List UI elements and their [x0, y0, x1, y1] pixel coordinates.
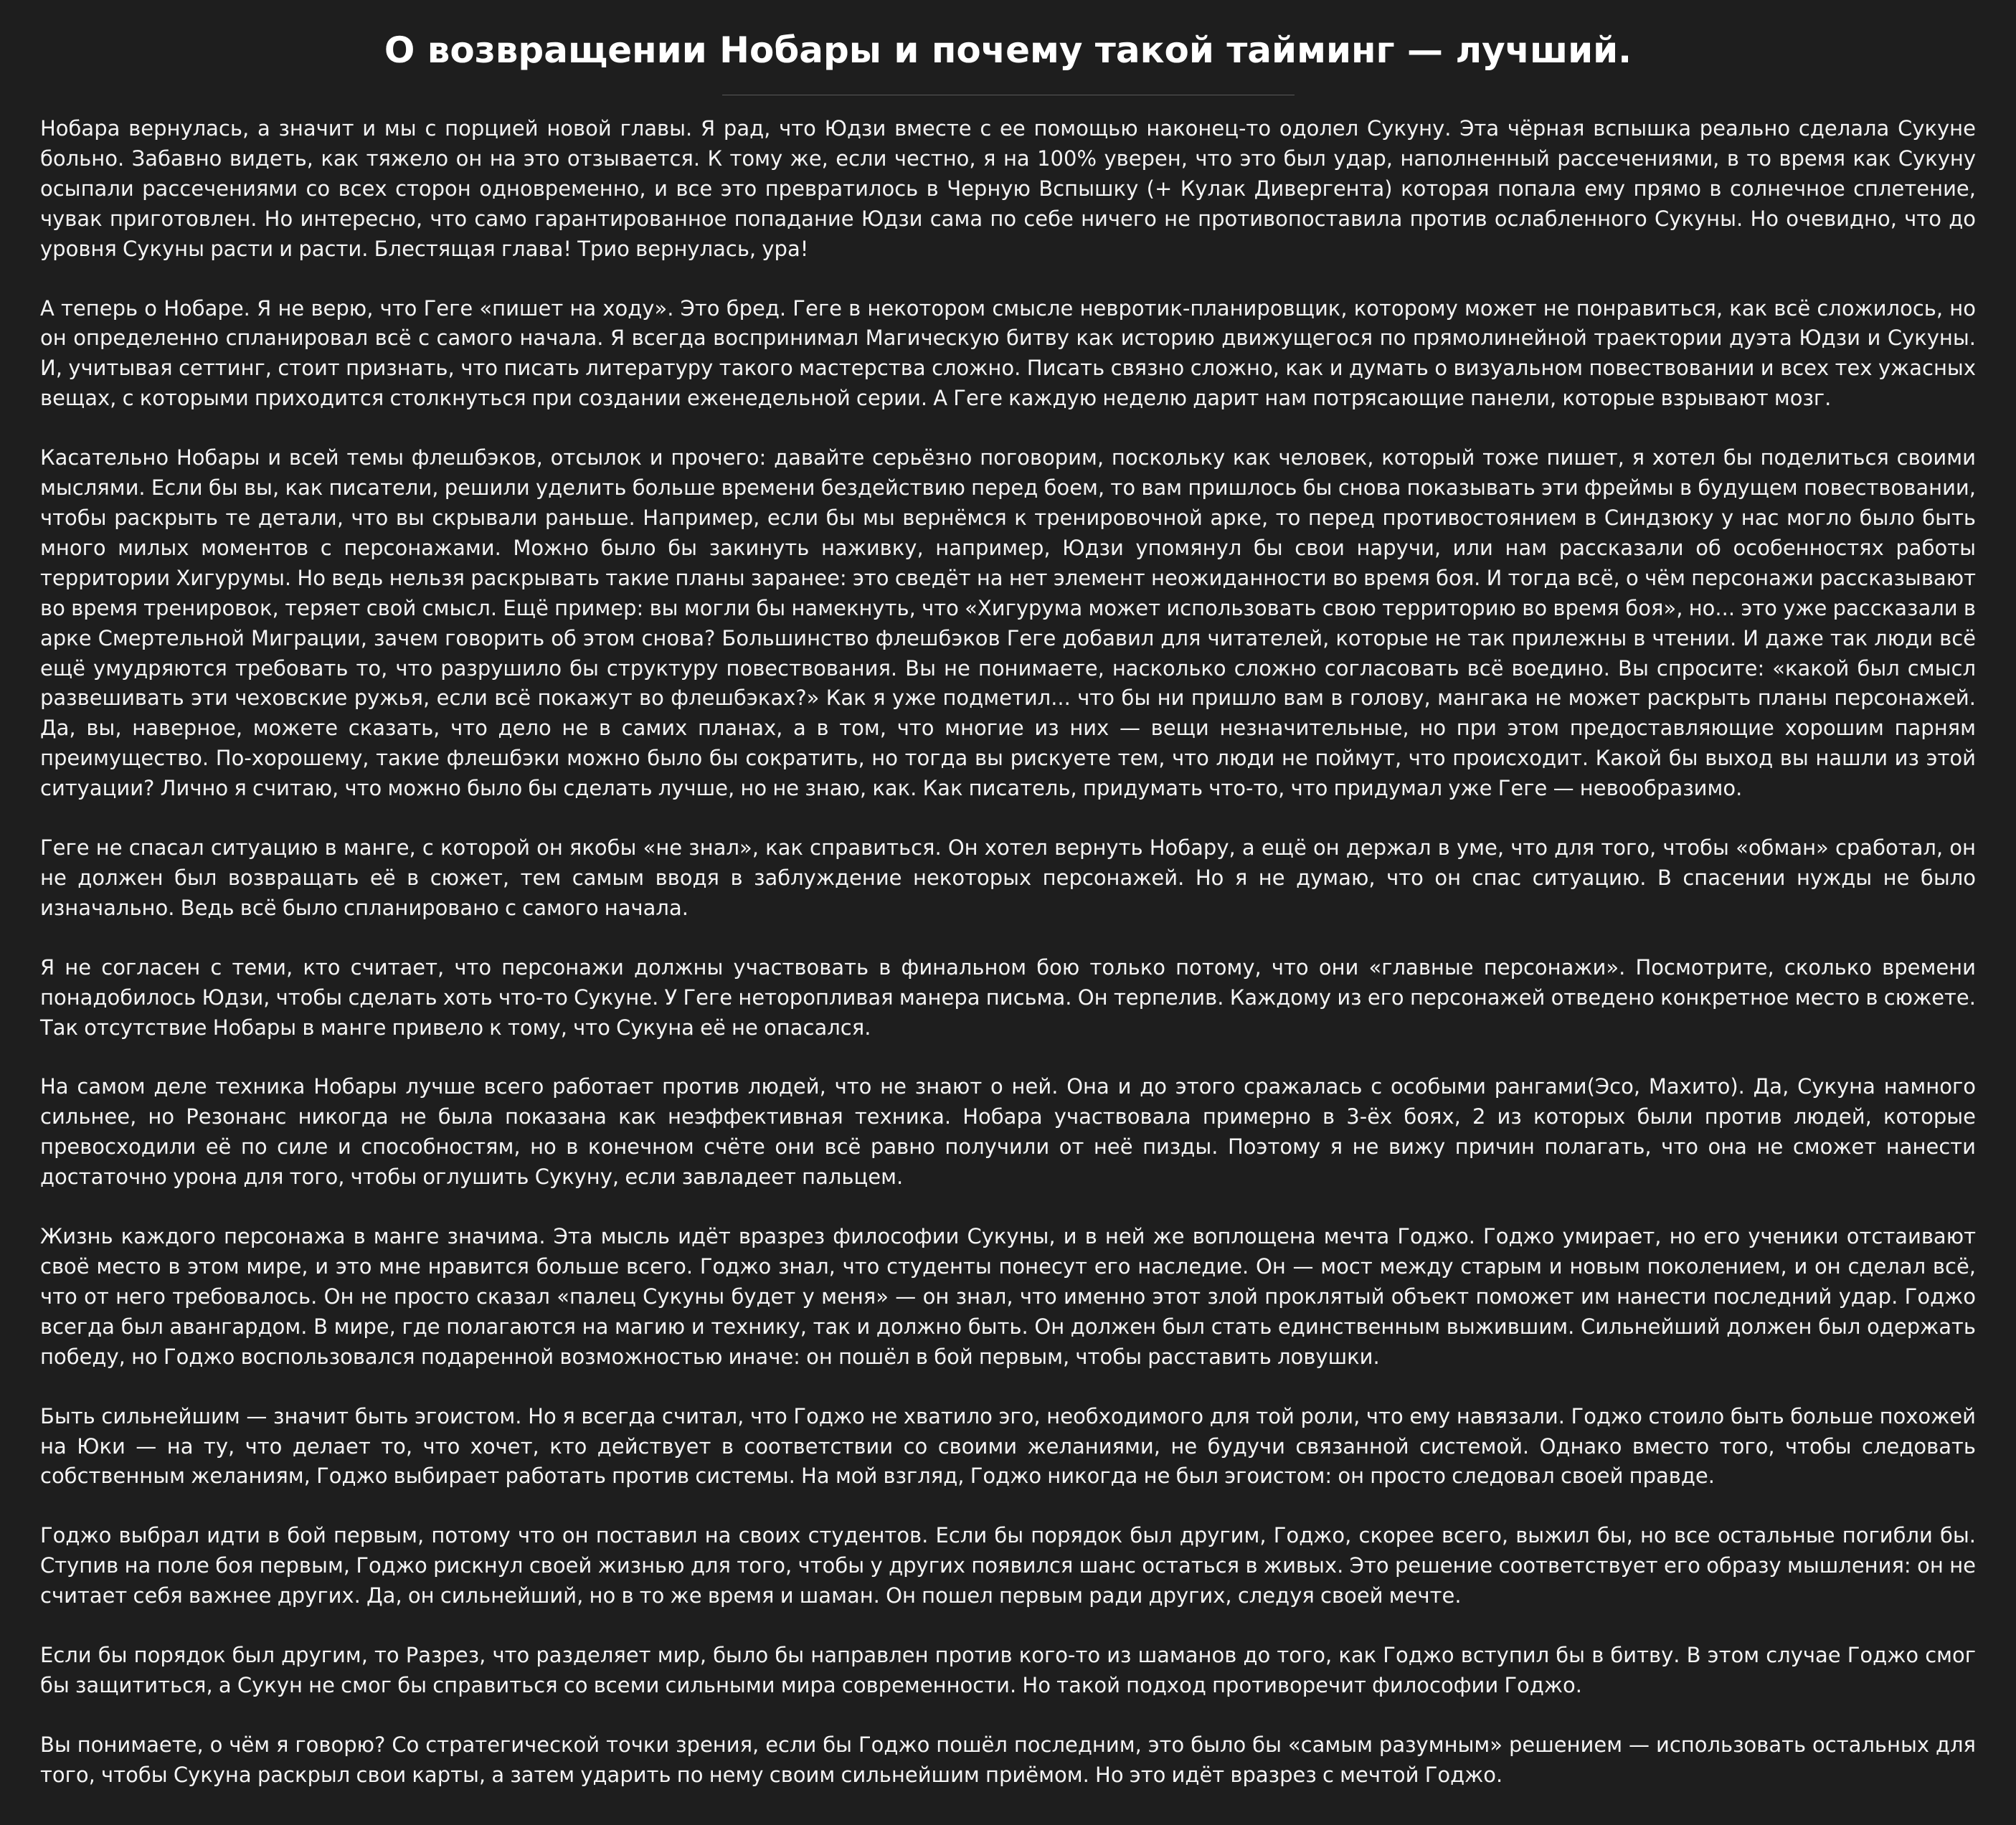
article-paragraph: А теперь о Нобаре. Я не верю, что Геге «пишет на ходу». Это бред. Геге в некотором смысле невротик-планировщик, которому может не понравиться, как всё сложилось, но он определенно спланировал всё с самого начала. Я всегда воспринимал Магическую битву как историю движущегося по прямолинейной траектории дуэта Юдзи и Сукуны. И, учитывая сеттинг, стоит признать, что писать литературу такого мастерства сложно. Писать связно сложно, как и думать о визуальном повествовании и всех тех ужасных вещах, с которыми приходится столкнуться при создании еженедельной серии. А Геге каждую неделю дарит нам потрясающие панели, которые взрывают мозг.	[40, 295, 1976, 411]
article-paragraph: Геге не спасал ситуацию в манге, с которой он якобы «не знал», как справиться. Он хотел вернуть Нобару, а ещё он держал в уме, что для того, чтобы «обман» сработал, он не должен был возвращать её в сюжет, тем самым вводя в заблуждение некоторых персонажей. Но я не думаю, что он спас ситуацию. В спасении нужды не было изначально. Ведь всё было спланировано с самого начала.	[40, 835, 1976, 920]
article-paragraph: Если бы порядок был другим, то Разрез, что разделяет мир, было бы направлен против кого-то из шаманов до того, как Годжо вступил бы в битву. В этом случае Годжо смог бы защититься, а Сукун не смог бы справиться со всеми сильными мира современности. Но такой подход противоречит философии Годжо.	[40, 1643, 1976, 1697]
article-body	[40, 114, 1976, 1791]
article-paragraph: На самом деле техника Нобары лучше всего работает против людей, что не знают о ней. Она и до этого сражалась с особыми рангами(Эсо, Махито). Да, Сукуна намного сильнее, но Резонанс никогда не была показана как неэффективная техника. Нобара участвовала примерно в 3-ёх боях, 2 из которых были против людей, которые превосходили её по силе и способностям, но в конечном счёте они всё равно получили от неё пизды. Поэтому я не вижу причин полагать, что она не сможет нанести достаточно урона для того, чтобы оглушить Сукуну, если завладеет пальцем.	[40, 1074, 1976, 1190]
article-paragraph: Нобара вернулась, а значит и мы с порцией новой главы. Я рад, что Юдзи вместе с ее помощью наконец-то одолел Сукуну. Эта чёрная вспышка реально сделала Сукуне больно. Забавно видеть, как тяжело он на это отзывается. К тому же, если честно, я на 100% уверен, что это был удар, наполненный рассечениями, в то время как Сукуну осыпали рассечениями со всех сторон одновременно, и все это превратилось в Черную Вспышку (+ Кулак Дивергента) которая попала ему прямо в солнечное сплетение, чувак приготовлен. Но интересно, что само гарантированное попадание Юдзи сама по себе ничего не противопоставила против ослабленного Сукуны. Но очевидно, что до уровня Сукуны расти и расти. Блестящая глава! Трио вернулась, ура!	[40, 116, 1976, 261]
article-paragraph: Вы понимаете, о чём я говорю? Со стратегической точки зрения, если бы Годжо пошёл последним, это было бы «самым разумным» решением — использовать остальных для того, чтобы Сукуна раскрыл свои карты, а затем ударить по нему своим сильнейшим приёмом. Но это идёт вразрез с мечтой Годжо.	[40, 1732, 1976, 1787]
article-paragraph: Касательно Нобары и всей темы флешбэков, отсылок и прочего: давайте серьёзно поговорим, поскольку как человек, который тоже пишет, я хотел бы поделиться своими мыслями. Если бы вы, как писатели, решили уделить больше времени бездействию перед боем, то вам пришлось бы снова показывать эти фреймы в будущем повествовании, чтобы раскрыть те детали, что вы скрывали раньше. Например, если бы мы вернёмся к тренировочной арке, то перед противостоянием в Синдзюку у нас могло было быть много милых моментов с персонажами. Можно было бы закинуть наживку, например, Юдзи упомянул бы свои наручи, или нам рассказали об особенностях работы территории Хигурумы. Но ведь нельзя раскрывать такие планы заранее: это сведёт на нет элемент неожиданности во время боя. И тогда всё, о чём персонажи рассказывают во время тренировок, теряет свой смысл. Ещё пример: вы могли бы намекнуть, что «Хигурума может использовать свою территорию во время боя», но... это уже рассказали в арке Смертельной Миграции, зачем говорить об этом снова? Большинство флешбэков Геге добавил для читателей, которые не так прилежны в чтении. И даже так люди всё ещё умудряются требовать то, что разрушило бы структуру повествования. Вы не понимаете, насколько сложно согласовать всё воедино. Вы спросите: «какой был смысл развешивать эти чеховские ружья, если всё покажут во флешбэках?» Как я уже подметил... что бы ни пришло вам в голову, мангака не может раскрыть планы персонажей. Да, вы, наверное, можете сказать, что дело не в самих планах, а в том, что многие из них — вещи незначительные, но при этом предоставляющие хорошим парням преимущество. По-хорошему, такие флешбэки можно было бы сократить, но тогда вы рискуете тем, что люди не поймут, что происходит. Какой бы выход вы нашли из этой ситуации? Лично я считаю, что можно было бы сделать лучше, но не знаю, как. Как писатель, придумать что-то, что придумал уже Геге — невообразимо.	[40, 445, 1976, 801]
article-paragraph: Быть сильнейшим — значит быть эгоистом. Но я всегда считал, что Годжо не хватило эго, необходимого для той роли, что ему навязали. Годжо стоило быть больше похожей на Юки — на ту, что делает то, что хочет, кто действует в соответствии со своими желаниями, не будучи связанной системой. Однако вместо того, чтобы следовать собственным желаниям, Годжо выбирает работать против системы. На мой взгляд, Годжо никогда не был эгоистом: он просто следовал своей правде.	[40, 1403, 1976, 1489]
page-title: О возвращении Нобары и почему такой тайминг — лучший.	[384, 29, 1632, 71]
article-paragraph: Жизнь каждого персонажа в манге значима. Эта мысль идёт вразрез философии Сукуны, и в ней же воплощена мечта Годжо. Годжо умирает, но его ученики отстаивают своё место в этом мире, и это мне нравится больше всего. Годжо знал, что студенты понесут его наследие. Он — мост между старым и новым поколением, и он сделал всё, что от него требовалось. Он не просто сказал «палец Сукуны будет у меня» — он знал, что именно этот злой проклятый объект поможет им нанести последний удар. Годжо всегда был авангардом. В мире, где полагаются на магию и технику, так и должно быть. Он должен был стать единственным выжившим. Сильнейший должен был одержать победу, но Годжо воспользовался подаренной возможностью иначе: он пошёл в бой первым, чтобы расставить ловушки.	[40, 1224, 1976, 1369]
article-paragraph: Годжо выбрал идти в бой первым, потому что он поставил на своих студентов. Если бы порядок был другим, Годжо, скорее всего, выжил бы, но все остальные погибли бы. Ступив на поле боя первым, Годжо рискнул своей жизнью для того, чтобы у других появился шанс остаться в живых. Это решение соответствует его образу мышления: он не считает себя важнее других. Да, он сильнейший, но в то же время и шаман. Он пошел первым ради других, следуя своей мечте.	[40, 1523, 1976, 1608]
article-paragraph: Я не согласен с теми, кто считает, что персонажи должны участвовать в финальном бою только потому, что они «главные персонажи». Посмотрите, сколько времени понадобилось Юдзи, чтобы сделать хоть что-то Сукуне. У Геге неторопливая манера письма. Он терпелив. Каждому из его персонажей отведено конкретное место в сюжете. Так отсутствие Нобары в манге привело к тому, что Сукуна её не опасался.	[40, 954, 1976, 1040]
